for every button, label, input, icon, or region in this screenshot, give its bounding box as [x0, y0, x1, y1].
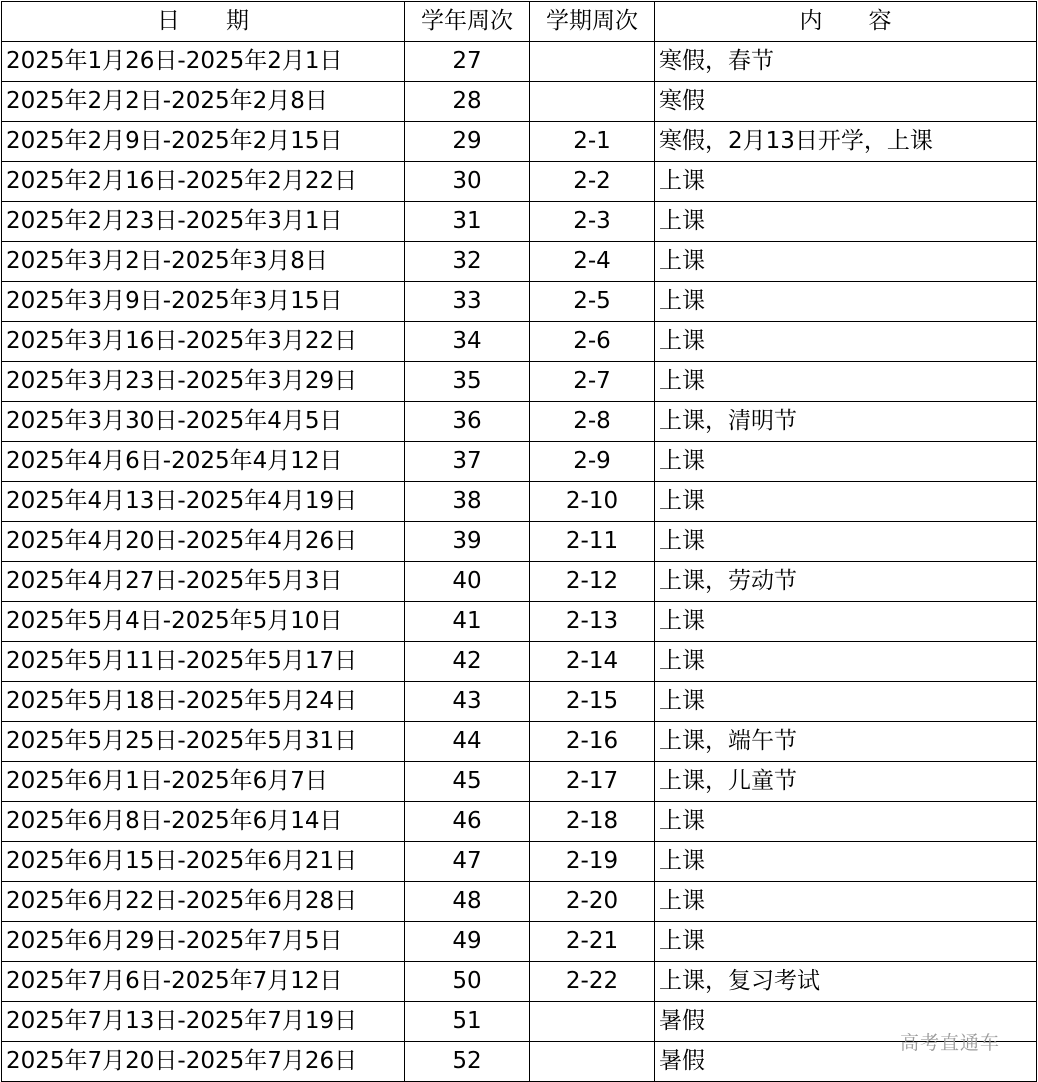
content-cell: 上课 — [655, 522, 1037, 562]
table-row — [2, 402, 1037, 442]
term-week-cell: 2-7 — [530, 362, 655, 402]
year-week-cell: 36 — [405, 402, 530, 442]
content-cell: 上课 — [655, 882, 1037, 922]
content-cell: 上课 — [655, 802, 1037, 842]
content-cell: 暑假 — [655, 1002, 1037, 1042]
content-cell: 上课 — [655, 922, 1037, 962]
term-week-cell: 2-22 — [530, 962, 655, 1002]
term-week-cell: 2-12 — [530, 562, 655, 602]
content-cell: 上课 — [655, 242, 1037, 282]
date-cell: 2025年4月27日-2025年5月3日 — [2, 562, 405, 602]
content-cell: 寒假，2月13日开学，上课 — [655, 122, 1037, 162]
content-cell: 上课，劳动节 — [655, 562, 1037, 602]
watermark-text: 高考直通车 — [900, 1032, 1001, 1054]
term-week-cell — [530, 42, 655, 82]
table-header — [2, 2, 1037, 42]
header-content: 内 容 — [655, 2, 1037, 42]
table-row — [2, 1002, 1037, 1042]
term-week-cell: 2-4 — [530, 242, 655, 282]
term-week-cell: 2-13 — [530, 602, 655, 642]
year-week-cell: 27 — [405, 42, 530, 82]
content-cell: 上课 — [655, 842, 1037, 882]
table-row — [2, 922, 1037, 962]
term-week-cell: 2-21 — [530, 922, 655, 962]
date-cell: 2025年6月1日-2025年6月7日 — [2, 762, 405, 802]
table-row — [2, 842, 1037, 882]
content-cell: 上课 — [655, 322, 1037, 362]
table-row — [2, 522, 1037, 562]
year-week-cell: 41 — [405, 602, 530, 642]
header-year-week: 学年周次 — [405, 2, 530, 42]
term-week-cell: 2-15 — [530, 682, 655, 722]
table-row — [2, 562, 1037, 602]
content-cell: 上课 — [655, 602, 1037, 642]
table-row — [2, 162, 1037, 202]
date-cell: 2025年5月25日-2025年5月31日 — [2, 722, 405, 762]
term-week-cell: 2-2 — [530, 162, 655, 202]
year-week-cell: 38 — [405, 482, 530, 522]
content-cell: 上课，儿童节 — [655, 762, 1037, 802]
content-cell: 暑假 — [655, 1042, 1037, 1082]
date-cell: 2025年3月16日-2025年3月22日 — [2, 322, 405, 362]
date-cell: 2025年3月23日-2025年3月29日 — [2, 362, 405, 402]
school-calendar-table — [1, 1, 1037, 1082]
year-week-cell: 44 — [405, 722, 530, 762]
date-cell: 2025年2月9日-2025年2月15日 — [2, 122, 405, 162]
term-week-cell: 2-1 — [530, 122, 655, 162]
term-week-cell: 2-5 — [530, 282, 655, 322]
header-date: 日 期 — [2, 2, 405, 42]
date-cell: 2025年3月30日-2025年4月5日 — [2, 402, 405, 442]
table-row — [2, 762, 1037, 802]
term-week-cell: 2-20 — [530, 882, 655, 922]
header-term-week: 学期周次 — [530, 2, 655, 42]
date-cell: 2025年5月4日-2025年5月10日 — [2, 602, 405, 642]
table-row — [2, 802, 1037, 842]
date-cell: 2025年2月2日-2025年2月8日 — [2, 82, 405, 122]
date-cell: 2025年3月9日-2025年3月15日 — [2, 282, 405, 322]
date-cell: 2025年6月29日-2025年7月5日 — [2, 922, 405, 962]
term-week-cell: 2-16 — [530, 722, 655, 762]
year-week-cell: 46 — [405, 802, 530, 842]
table-row — [2, 122, 1037, 162]
term-week-cell — [530, 1002, 655, 1042]
table-row — [2, 442, 1037, 482]
year-week-cell: 29 — [405, 122, 530, 162]
year-week-cell: 32 — [405, 242, 530, 282]
year-week-cell: 48 — [405, 882, 530, 922]
date-cell: 2025年4月6日-2025年4月12日 — [2, 442, 405, 482]
year-week-cell: 50 — [405, 962, 530, 1002]
table-row — [2, 682, 1037, 722]
term-week-cell: 2-19 — [530, 842, 655, 882]
year-week-cell: 28 — [405, 82, 530, 122]
term-week-cell: 2-6 — [530, 322, 655, 362]
table-row — [2, 882, 1037, 922]
year-week-cell: 47 — [405, 842, 530, 882]
date-cell: 2025年7月6日-2025年7月12日 — [2, 962, 405, 1002]
date-cell: 2025年6月22日-2025年6月28日 — [2, 882, 405, 922]
term-week-cell: 2-8 — [530, 402, 655, 442]
content-cell: 上课 — [655, 362, 1037, 402]
table-row — [2, 642, 1037, 682]
table-row — [2, 722, 1037, 762]
content-cell: 上课 — [655, 162, 1037, 202]
year-week-cell: 42 — [405, 642, 530, 682]
table-row — [2, 362, 1037, 402]
table-row — [2, 282, 1037, 322]
date-cell: 2025年4月20日-2025年4月26日 — [2, 522, 405, 562]
date-cell: 2025年3月2日-2025年3月8日 — [2, 242, 405, 282]
date-cell: 2025年6月8日-2025年6月14日 — [2, 802, 405, 842]
content-cell: 上课 — [655, 282, 1037, 322]
table-row — [2, 962, 1037, 1002]
date-cell: 2025年2月23日-2025年3月1日 — [2, 202, 405, 242]
year-week-cell: 39 — [405, 522, 530, 562]
content-cell: 上课，复习考试 — [655, 962, 1037, 1002]
date-cell: 2025年7月20日-2025年7月26日 — [2, 1042, 405, 1082]
term-week-cell: 2-10 — [530, 482, 655, 522]
term-week-cell: 2-3 — [530, 202, 655, 242]
content-cell: 寒假 — [655, 82, 1037, 122]
table-row — [2, 242, 1037, 282]
term-week-cell — [530, 1042, 655, 1082]
date-cell: 2025年7月13日-2025年7月19日 — [2, 1002, 405, 1042]
table-row — [2, 42, 1037, 82]
year-week-cell: 45 — [405, 762, 530, 802]
content-cell: 上课 — [655, 202, 1037, 242]
term-week-cell: 2-9 — [530, 442, 655, 482]
term-week-cell: 2-14 — [530, 642, 655, 682]
table-row — [2, 1042, 1037, 1082]
date-cell: 2025年6月15日-2025年6月21日 — [2, 842, 405, 882]
year-week-cell: 35 — [405, 362, 530, 402]
content-cell: 上课 — [655, 642, 1037, 682]
content-cell: 上课 — [655, 682, 1037, 722]
year-week-cell: 37 — [405, 442, 530, 482]
date-cell: 2025年4月13日-2025年4月19日 — [2, 482, 405, 522]
term-week-cell: 2-11 — [530, 522, 655, 562]
term-week-cell — [530, 82, 655, 122]
table-row — [2, 482, 1037, 522]
content-cell: 寒假，春节 — [655, 42, 1037, 82]
year-week-cell: 51 — [405, 1002, 530, 1042]
year-week-cell: 30 — [405, 162, 530, 202]
date-cell: 2025年5月18日-2025年5月24日 — [2, 682, 405, 722]
content-cell: 上课 — [655, 442, 1037, 482]
year-week-cell: 33 — [405, 282, 530, 322]
term-week-cell: 2-18 — [530, 802, 655, 842]
year-week-cell: 31 — [405, 202, 530, 242]
header-row — [2, 2, 1037, 42]
table-row — [2, 322, 1037, 362]
content-cell: 上课，清明节 — [655, 402, 1037, 442]
date-cell: 2025年5月11日-2025年5月17日 — [2, 642, 405, 682]
year-week-cell: 40 — [405, 562, 530, 602]
date-cell: 2025年2月16日-2025年2月22日 — [2, 162, 405, 202]
year-week-cell: 49 — [405, 922, 530, 962]
content-cell: 上课 — [655, 482, 1037, 522]
year-week-cell: 52 — [405, 1042, 530, 1082]
content-cell: 上课，端午节 — [655, 722, 1037, 762]
year-week-cell: 43 — [405, 682, 530, 722]
year-week-cell: 34 — [405, 322, 530, 362]
table-row — [2, 82, 1037, 122]
table-row — [2, 602, 1037, 642]
term-week-cell: 2-17 — [530, 762, 655, 802]
table-body — [2, 42, 1037, 1082]
date-cell: 2025年1月26日-2025年2月1日 — [2, 42, 405, 82]
table-row — [2, 202, 1037, 242]
